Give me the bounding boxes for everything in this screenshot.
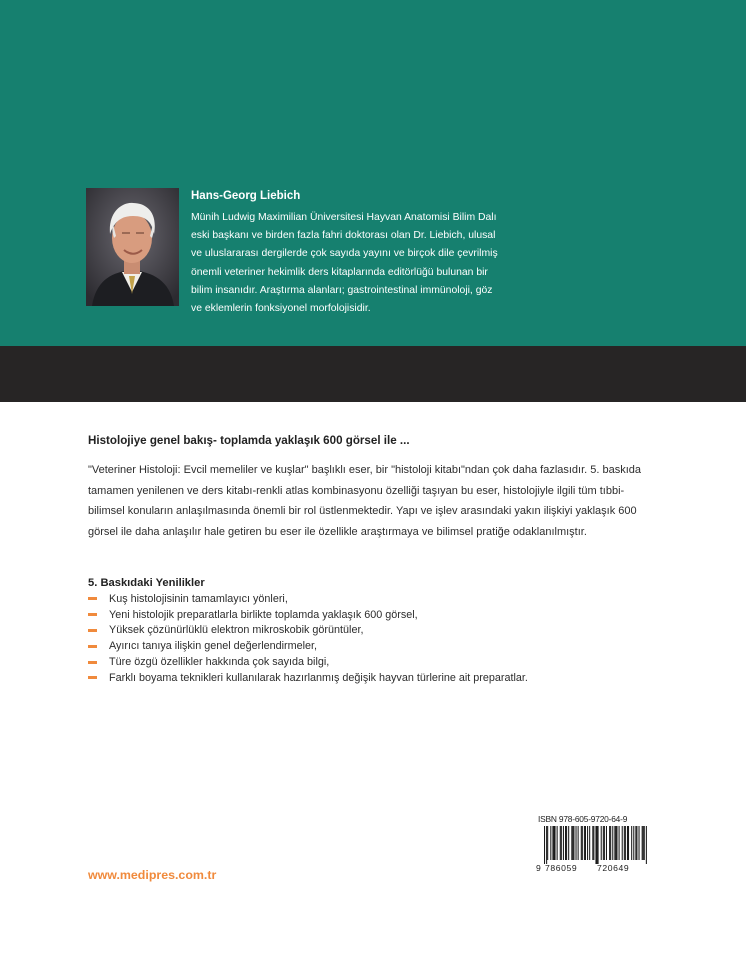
dash-bullet-icon [88, 645, 97, 648]
new-features-list [88, 591, 528, 686]
description [88, 460, 668, 542]
author-bio [191, 209, 521, 318]
author-bio-line: önemli veteriner hekimlik ders kitaplarında editörlüğü bulunan bir [191, 266, 488, 278]
author-bio-line: ve eklemlerin fonksiyonel morfolojisidir. [191, 303, 371, 315]
description-line: tamamen yenilenen ve ders kitabı-renkli atlas kombinasyonu özelliği taşıyan bu eser, histolojiyle ilgili tüm tıbbi- [88, 484, 625, 497]
barcode-digit-first: 9 [536, 863, 541, 873]
isbn-label: ISBN 978-605-9720-64-9 [538, 814, 628, 824]
isbn-barcode [536, 814, 647, 884]
dash-bullet-icon [88, 661, 97, 664]
description-line: görsel ile daha anlaşılır hale getiren bu eser ile özellikle araştırmaya ve bilimsel pratiğe odaklanılmıştır. [88, 525, 587, 538]
author-bio-line: ve uluslararası dergilerde çok sayıda yayını ve birçok dile çevrilmiş [191, 248, 498, 260]
dash-bullet-icon [88, 597, 97, 600]
tagline: Histolojiye genel bakış- toplamda yaklaşık 600 görsel ile ... [88, 434, 410, 447]
author-photo [86, 188, 179, 306]
barcode-bars-icon [536, 826, 647, 864]
barcode-digits [536, 863, 647, 873]
barcode-digits-left: 786059 [545, 863, 578, 873]
website-link[interactable]: www.medipres.com.tr [88, 868, 217, 882]
list-item: Yeni histolojik preparatlarla birlikte toplamda yaklaşık 600 görsel, [88, 607, 528, 623]
author-bio-line: Münih Ludwig Maximilian Üniversitesi Hayvan Anatomisi Bilim Dalı [191, 212, 497, 223]
barcode-digits-right: 720649 [597, 863, 630, 873]
description-line: bilimsel konuların anlaşılmasında önemli bir rol üstlenmektedir. Yapı ve işlev arasındaki yakın ilişkiyi yaklaşık 600 [88, 505, 637, 518]
author-bio-line: bilim insanıdır. Araştırma alanları; gastrointestinal immünoloji, göz [191, 284, 493, 296]
description-line: "Veteriner Histoloji: Evcil memeliler ve kuşlar" başlıklı eser, bir "histoloji kitabı"ndan çok daha fazlasıdır. 5. baskıda [88, 464, 642, 476]
author-portrait-icon [86, 188, 179, 306]
list-item: Yüksek çözünürlüklü elektron mikroskobik görüntüler, [88, 623, 528, 639]
list-item: Farklı boyama teknikleri kullanılarak hazırlanmış değişik hayvan türlerine ait preparatlar. [88, 670, 528, 686]
dash-bullet-icon [88, 676, 97, 679]
dash-bullet-icon [88, 613, 97, 616]
dark-divider-band [0, 346, 746, 402]
new-features-title: 5. Baskıdaki Yenilikler [88, 577, 205, 589]
author-name: Hans-Georg Liebich [191, 190, 301, 202]
author-bio-line: eski başkanı ve birden fazla fahri doktorası olan Dr. Liebich, ulusal [191, 230, 496, 242]
list-item: Ayırıcı tanıya ilişkin genel değerlendirmeler, [88, 638, 528, 654]
list-item: Türe özgü özellikler hakkında çok sayıda bilgi, [88, 654, 528, 670]
dash-bullet-icon [88, 629, 97, 632]
list-item: Kuş histolojisinin tamamlayıcı yönleri, [88, 591, 528, 607]
